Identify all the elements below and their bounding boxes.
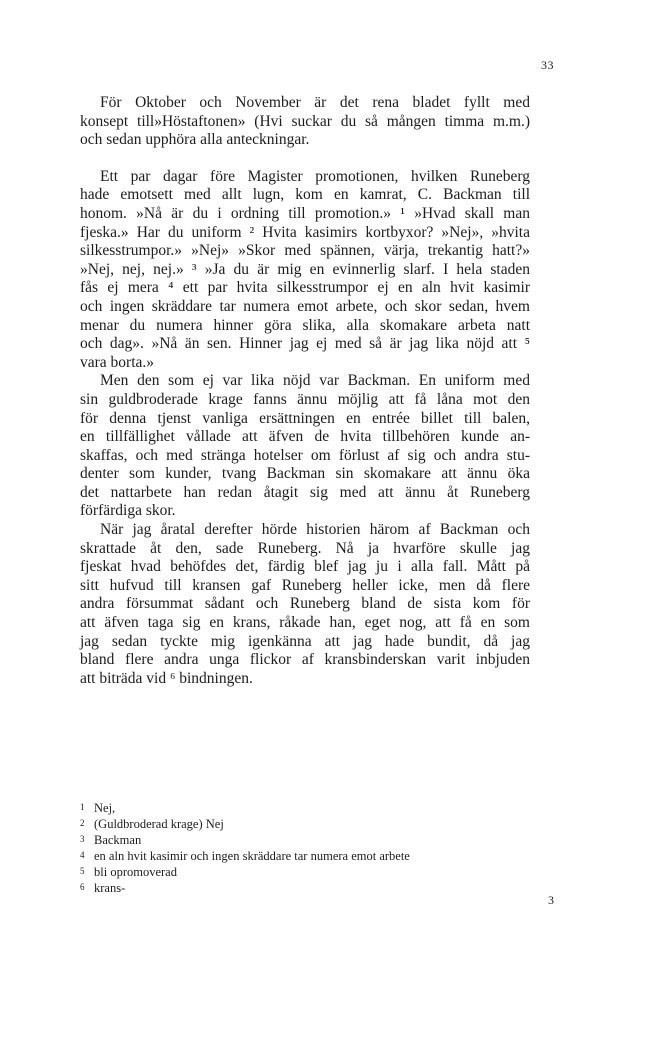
- footnote-text: krans-: [94, 881, 126, 895]
- footnote-mark: 1: [80, 802, 85, 812]
- paragraph-4: [80, 521, 530, 688]
- text-line: att biträda vid ⁶ bindningen.: [80, 669, 253, 687]
- text-line: silkesstrumpor.» »Nej» »Skor med spännen, värja, trekantig hatt?»: [80, 242, 530, 260]
- footnote-mark: 5: [80, 866, 85, 876]
- text-line: skaffas, och med stränga hotelser om förlust af sig och andra stu-: [80, 446, 530, 464]
- footnote: [80, 800, 540, 816]
- footnote: [80, 880, 540, 896]
- text-line: att äfven taga sig en krans, råkade han, eget nog, att få en som: [80, 614, 530, 632]
- text-line: andra försummat sådant och Runeberg bland de sista kom för: [80, 595, 530, 613]
- text-line: sitt hufvud till kransen gaf Runeberg heller icke, men då flere: [80, 576, 530, 594]
- text-line: och sedan upphöra alla anteckningar.: [80, 131, 310, 149]
- paragraph-3: [80, 372, 530, 521]
- text-line: jag sedan tyckte mig igenkänna att jag hade bundit, då jag: [80, 632, 530, 650]
- page-number: 33: [541, 58, 554, 72]
- footnote: [80, 816, 540, 832]
- footnotes: [80, 800, 540, 896]
- text-line: sin guldbroderade krage fanns ännu möjlig att få låna mot den: [80, 390, 530, 408]
- text-line: För Oktober och November är det rena bladet fyllt med: [100, 94, 530, 111]
- main-text: [80, 94, 530, 688]
- text-line: och dag». »Nå än sen. Hinner jag ej med så är jag lika nöjd att ⁵: [80, 335, 530, 353]
- text-line: en tillfällighet vållade att äfven de hvita tillbehören kunde an-: [80, 428, 530, 446]
- text-line: konsept till»Höstaftonen» (Hvi suckar du så mången timma m.m.): [80, 112, 530, 130]
- footnote: [80, 848, 540, 864]
- text-line: Men den som ej var lika nöjd var Backman. En uniform med: [100, 372, 530, 390]
- text-line: fås ej mera ⁴ ett par hvita silkesstrumpor ej en aln hvit kasimir: [80, 279, 530, 297]
- text-line: skrattade åt den, sade Runeberg. Nå ja hvarföre skulle jag: [80, 539, 530, 557]
- text-line: fjeska.» Har du uniform ² Hvita kasimirs kortbyxor? »Nej», »hvita: [80, 223, 530, 241]
- text-line: honom. »Nå är du i ordning till promotion.» ¹ »Hvad skall man: [80, 204, 530, 222]
- footnote-mark: 3: [80, 834, 85, 844]
- footnote-mark: 6: [80, 882, 85, 892]
- text-line: Ett par dagar före Magister promotionen, hvilken Runeberg: [100, 167, 530, 185]
- footnote-mark: 4: [80, 850, 85, 860]
- text-line: denter som kunder, tvang Backman sin skomakare att ännu öka: [80, 465, 530, 483]
- paragraph-2: [80, 168, 530, 373]
- footnote-text: en aln hvit kasimir och ingen skräddare tar numera emot arbete: [94, 849, 410, 863]
- footnote: [80, 832, 540, 848]
- text-line: hade emotsett med allt lugn, kom en kamrat, C. Backman till: [80, 186, 530, 204]
- text-line: förfärdiga skor.: [80, 502, 176, 520]
- text-line: »Nej, nej, nej.» ³ »Ja du är mig en evinnerlig slarf. I hela staden: [80, 260, 530, 278]
- paragraph-1: [80, 94, 530, 150]
- footnote: [80, 864, 540, 880]
- text-line: för denna tjenst vanliga ersättningen en entrée billet till balen,: [80, 409, 530, 427]
- footnote-mark: 2: [80, 818, 85, 828]
- text-line: vara borta.»: [80, 353, 155, 371]
- text-line: bland flere andra unga flickor af kransbinderskan varit inbjuden: [80, 651, 530, 669]
- text-line: menar du numera hinner göra slika, alla skomakare arbeta natt: [80, 316, 530, 334]
- text-line: och ingen skräddare tar numera emot arbete, och skor sedan, hvem: [80, 297, 530, 315]
- footnote-text: (Guldbroderad krage) Nej: [94, 817, 224, 831]
- sheet-number: 3: [548, 893, 554, 907]
- footnote-text: Backman: [94, 833, 142, 847]
- footnote-text: Nej,: [94, 801, 116, 815]
- text-line: det nattarbete han redan åtagit sig med att ännu åt Runeberg: [80, 483, 530, 501]
- text-line: När jag åratal derefter hörde historien härom af Backman och: [100, 521, 530, 539]
- text-line: fjeskat hvad behöfdes det, färdig blef jag ju i alla fall. Mått på: [80, 558, 530, 576]
- footnote-text: bli opromoverad: [94, 865, 177, 879]
